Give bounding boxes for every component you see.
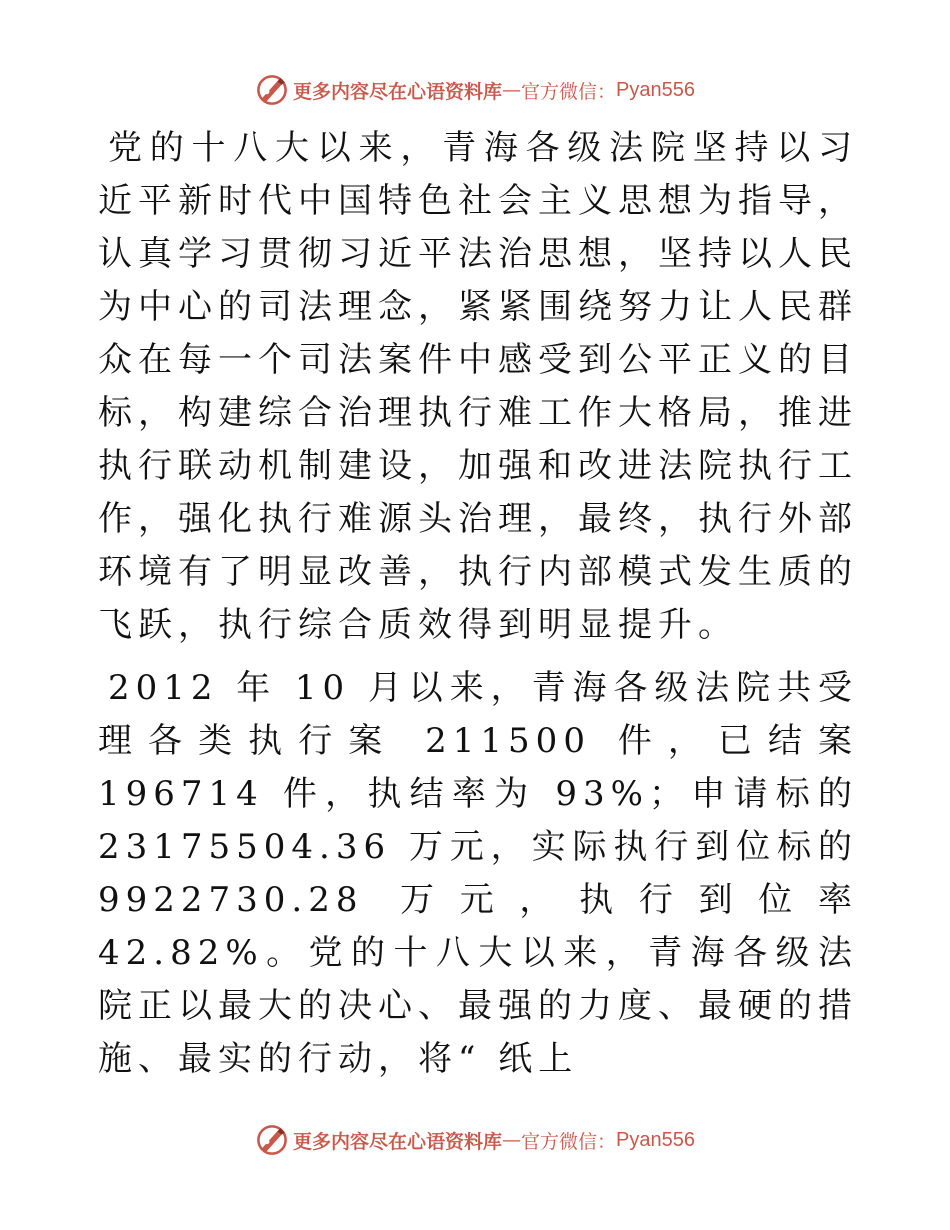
body-paragraph-1: 党的十八大以来，青海各级法院坚持以习近平新时代中国特色社会主义思想为指导，认真学习贯彻习近平法治思想，坚持以人民为中心的司法理念，紧紧围绕努力让人民群众在每一个司法案件中感受到公平正义的目标，构建综合治理执行难工作大格局，推进执行联动机制建设，加强和改进法院执行工作，强化执行难源头治理，最终，执行外部环境有了明显改善，执行内部模式发生质的飞跃，执行综合质效得到明显提升。 — [98, 128, 858, 645]
watermark-account-id: Pyan556 — [616, 78, 695, 101]
pen-logo-icon — [255, 1123, 289, 1157]
pen-logo-icon — [255, 73, 289, 107]
watermark-account-label: 官方微信： — [521, 1130, 617, 1153]
footer-watermark — [0, 1120, 950, 1160]
watermark-brand-text: 更多内容尽在心语资料库 — [293, 1130, 503, 1153]
watermark-separator: — — [502, 79, 522, 101]
header-watermark — [0, 70, 950, 110]
watermark-account-id: Pyan556 — [616, 1128, 695, 1151]
document-body — [98, 122, 858, 1086]
watermark-brand-text: 更多内容尽在心语资料库 — [293, 80, 503, 103]
watermark-account-label: 官方微信： — [521, 80, 617, 103]
watermark-separator: — — [502, 1129, 522, 1151]
body-paragraph-2: 2012 年 10 月以来，青海各级法院共受理各类执行案 211500 件，已结案 196714 件，执结率为 93%；申请标的 23175504.36 万元，实际执行到位标的 9922730.28 万元，执行到位率 42.82%。党的十八大以来，青海各级法院正以最大的决心、最强的力度、最硬的措施、最实的行动，将“ 纸上 — [98, 668, 858, 1079]
